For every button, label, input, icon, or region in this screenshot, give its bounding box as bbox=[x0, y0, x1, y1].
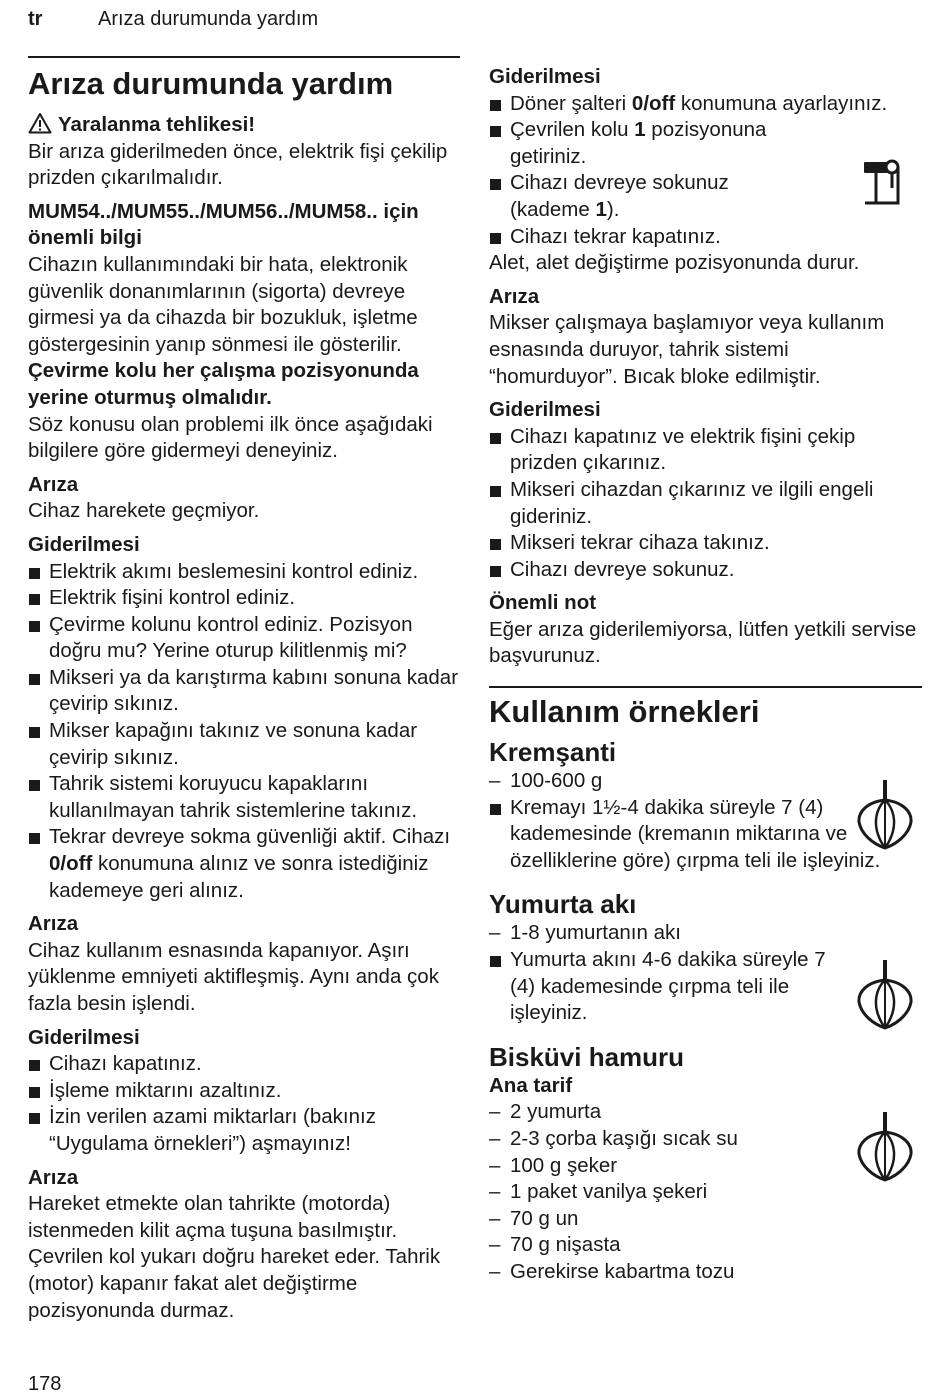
list-item: Cihazı devreye sokunuz. bbox=[489, 557, 922, 584]
fault-label: Arıza bbox=[489, 284, 540, 308]
list-item: Mikseri cihazdan çıkarınız ve ilgili engeli gideriniz. bbox=[489, 477, 922, 530]
list-item: – 70 g nişasta bbox=[489, 1232, 922, 1259]
list-item: Tekrar devreye sokma güvenliği aktif. Cihazı 0/off konumuna alınız ve sonra istediğiniz kademeye geri alınız. bbox=[28, 824, 460, 904]
list-item: İşleme miktarını azaltınız. bbox=[28, 1078, 460, 1105]
list-item: Mikser kapağını takınız ve sonuna kadar çevirip sıkınız. bbox=[28, 718, 460, 771]
list-item: Mikseri tekrar cihaza takınız. bbox=[489, 530, 922, 557]
list-item: Kremayı 1½-4 dakika süreyle 7 (4) kademesinde (kremanın miktarına ve özelliklerine göre) çırpma teli ile işleyiniz. bbox=[489, 795, 922, 875]
list-item: – 100 g şeker bbox=[489, 1153, 922, 1180]
model-heading: MUM54../MUM55../MUM56../MUM58.. için önemli bilgi bbox=[28, 199, 419, 250]
whisk-icon bbox=[855, 1110, 915, 1182]
remedy-label: Giderilmesi bbox=[28, 1025, 140, 1049]
warning-triangle-icon bbox=[28, 112, 52, 134]
remedy-label: Giderilmesi bbox=[489, 398, 601, 422]
page-number: 178 bbox=[28, 1373, 62, 1395]
remedy-label: Giderilmesi bbox=[28, 532, 140, 556]
list-item: İzin verilen azami miktarları (bakınız “Uygulama örnekleri”) aşmayınız! bbox=[28, 1104, 460, 1157]
fault-label: Arıza bbox=[28, 472, 79, 496]
list-item: Yumurta akını 4-6 dakika süreyle 7 (4) kademesinde çırpma teli ile işleyiniz. bbox=[489, 947, 922, 1027]
section-heading: Kullanım örnekleri bbox=[489, 694, 760, 730]
list-item: – Gerekirse kabartma tozu bbox=[489, 1259, 922, 1286]
model-text: Cihazın kullanımındaki bir hata, elektronik güvenlik donanımlarının (sigorta) devreye girmesi ya da cihazda bir bozukluk, işletme göstergesinin yanıp sönmesi ile gösterilir. bbox=[28, 252, 418, 356]
warning-text: Bir arıza giderilmeden önce, elektrik fişi çekilip prizden çıkarılmalıdır. bbox=[28, 139, 448, 190]
result-text: Alet, alet değiştirme pozisyonunda durur. bbox=[489, 251, 860, 275]
section-rule bbox=[489, 686, 922, 688]
fault-label: Arıza bbox=[28, 912, 79, 936]
whisk-icon bbox=[855, 778, 915, 850]
running-title: Arıza durumunda yardım bbox=[98, 8, 319, 30]
list-item: – 70 g un bbox=[489, 1206, 922, 1233]
note-label: Önemli not bbox=[489, 591, 597, 615]
section-rule bbox=[28, 56, 460, 58]
fault-label: Arıza bbox=[28, 1165, 79, 1189]
list-item: Cihazı kapatınız. bbox=[28, 1051, 460, 1078]
list-item: – 2 yumurta bbox=[489, 1099, 922, 1126]
warning-title: Yaralanma tehlikesi! bbox=[28, 112, 460, 139]
remedy-list bbox=[28, 559, 460, 905]
intro-text: Söz konusu olan problemi ilk önce aşağıdaki bilgilere göre gidermeyi deneyiniz. bbox=[28, 412, 433, 463]
list-item: Çevirme kolunu kontrol ediniz. Pozisyon doğru mu? Yerine oturup kilitlenmiş mi? bbox=[28, 612, 460, 665]
recipe-title: Kremşanti bbox=[489, 737, 617, 768]
fault-text: Hareket etmekte olan tahrikte (motorda) istenmeden kilit açma tuşuna basılmıştır. Çevrilen kol yukarı doğru hareket eder. Tahrik (motor) kapanır fakat alet değiştirme pozisyonunda durmaz. bbox=[28, 1192, 441, 1322]
recipe-title: Bisküvi hamuru bbox=[489, 1041, 685, 1072]
list-item: Çevrilen kolu 1 pozisyonuna getiriniz. bbox=[489, 117, 922, 170]
list-item: – 1-8 yumurtanın akı bbox=[489, 920, 922, 947]
fault-text: Cihaz kullanım esnasında kapanıyor. Aşırı yüklenme emniyeti aktifleşmiş. Aynı anda çok fazla besin işlendi. bbox=[28, 938, 439, 1015]
list-item: Elektrik fişini kontrol ediniz. bbox=[28, 585, 460, 612]
list-item: – 2-3 çorba kaşığı sıcak su bbox=[489, 1126, 922, 1153]
bold-note: Çevirme kolu her çalışma pozisyonunda yerine oturmuş olmalıdır. bbox=[28, 359, 419, 409]
list-item: Tahrik sistemi koruyucu kapaklarını kullanılmayan tahrik sistemlerine takınız. bbox=[28, 771, 460, 824]
list-item: – 100-600 g bbox=[489, 768, 922, 795]
recipe-subtitle: Ana tarif bbox=[489, 1073, 573, 1097]
list-item: Elektrik akımı beslemesini kontrol ediniz. bbox=[28, 559, 460, 586]
list-item: Cihazı kapatınız ve elektrik fişini çekip prizden çıkarınız. bbox=[489, 424, 922, 477]
note-text: Eğer arıza giderilemiyorsa, lütfen yetkili servise başvurunuz. bbox=[489, 617, 917, 668]
recipe-title: Yumurta akı bbox=[489, 889, 637, 920]
list-item: Cihazı tekrar kapatınız. bbox=[489, 224, 922, 251]
list-item: Döner şalteri 0/off konumuna ayarlayınız. bbox=[489, 91, 922, 118]
left-column bbox=[28, 56, 460, 1324]
remedy-list bbox=[489, 424, 922, 584]
remedy-list bbox=[28, 1051, 460, 1157]
section-heading: Arıza durumunda yardım bbox=[28, 66, 394, 101]
swivel-arm-icon bbox=[858, 156, 904, 210]
list-item: Cihazı devreye sokunuz (kademe 1). bbox=[489, 170, 922, 223]
list-item: – 1 paket vanilya şekeri bbox=[489, 1179, 922, 1206]
fault-text: Cihaz harekete geçmiyor. bbox=[28, 499, 260, 523]
list-item: Mikseri ya da karıştırma kabını sonuna kadar çevirip sıkınız. bbox=[28, 665, 460, 718]
fault-text: Mikser çalışmaya başlamıyor veya kullanım esnasında duruyor, tahrik sistemi “homurduyor”. Bıcak bloke edilmiştir. bbox=[489, 311, 885, 388]
remedy-label: Giderilmesi bbox=[489, 65, 601, 88]
whisk-icon bbox=[855, 958, 915, 1030]
right-column bbox=[489, 64, 922, 1286]
running-header bbox=[28, 6, 318, 33]
language-code: tr bbox=[28, 8, 43, 30]
